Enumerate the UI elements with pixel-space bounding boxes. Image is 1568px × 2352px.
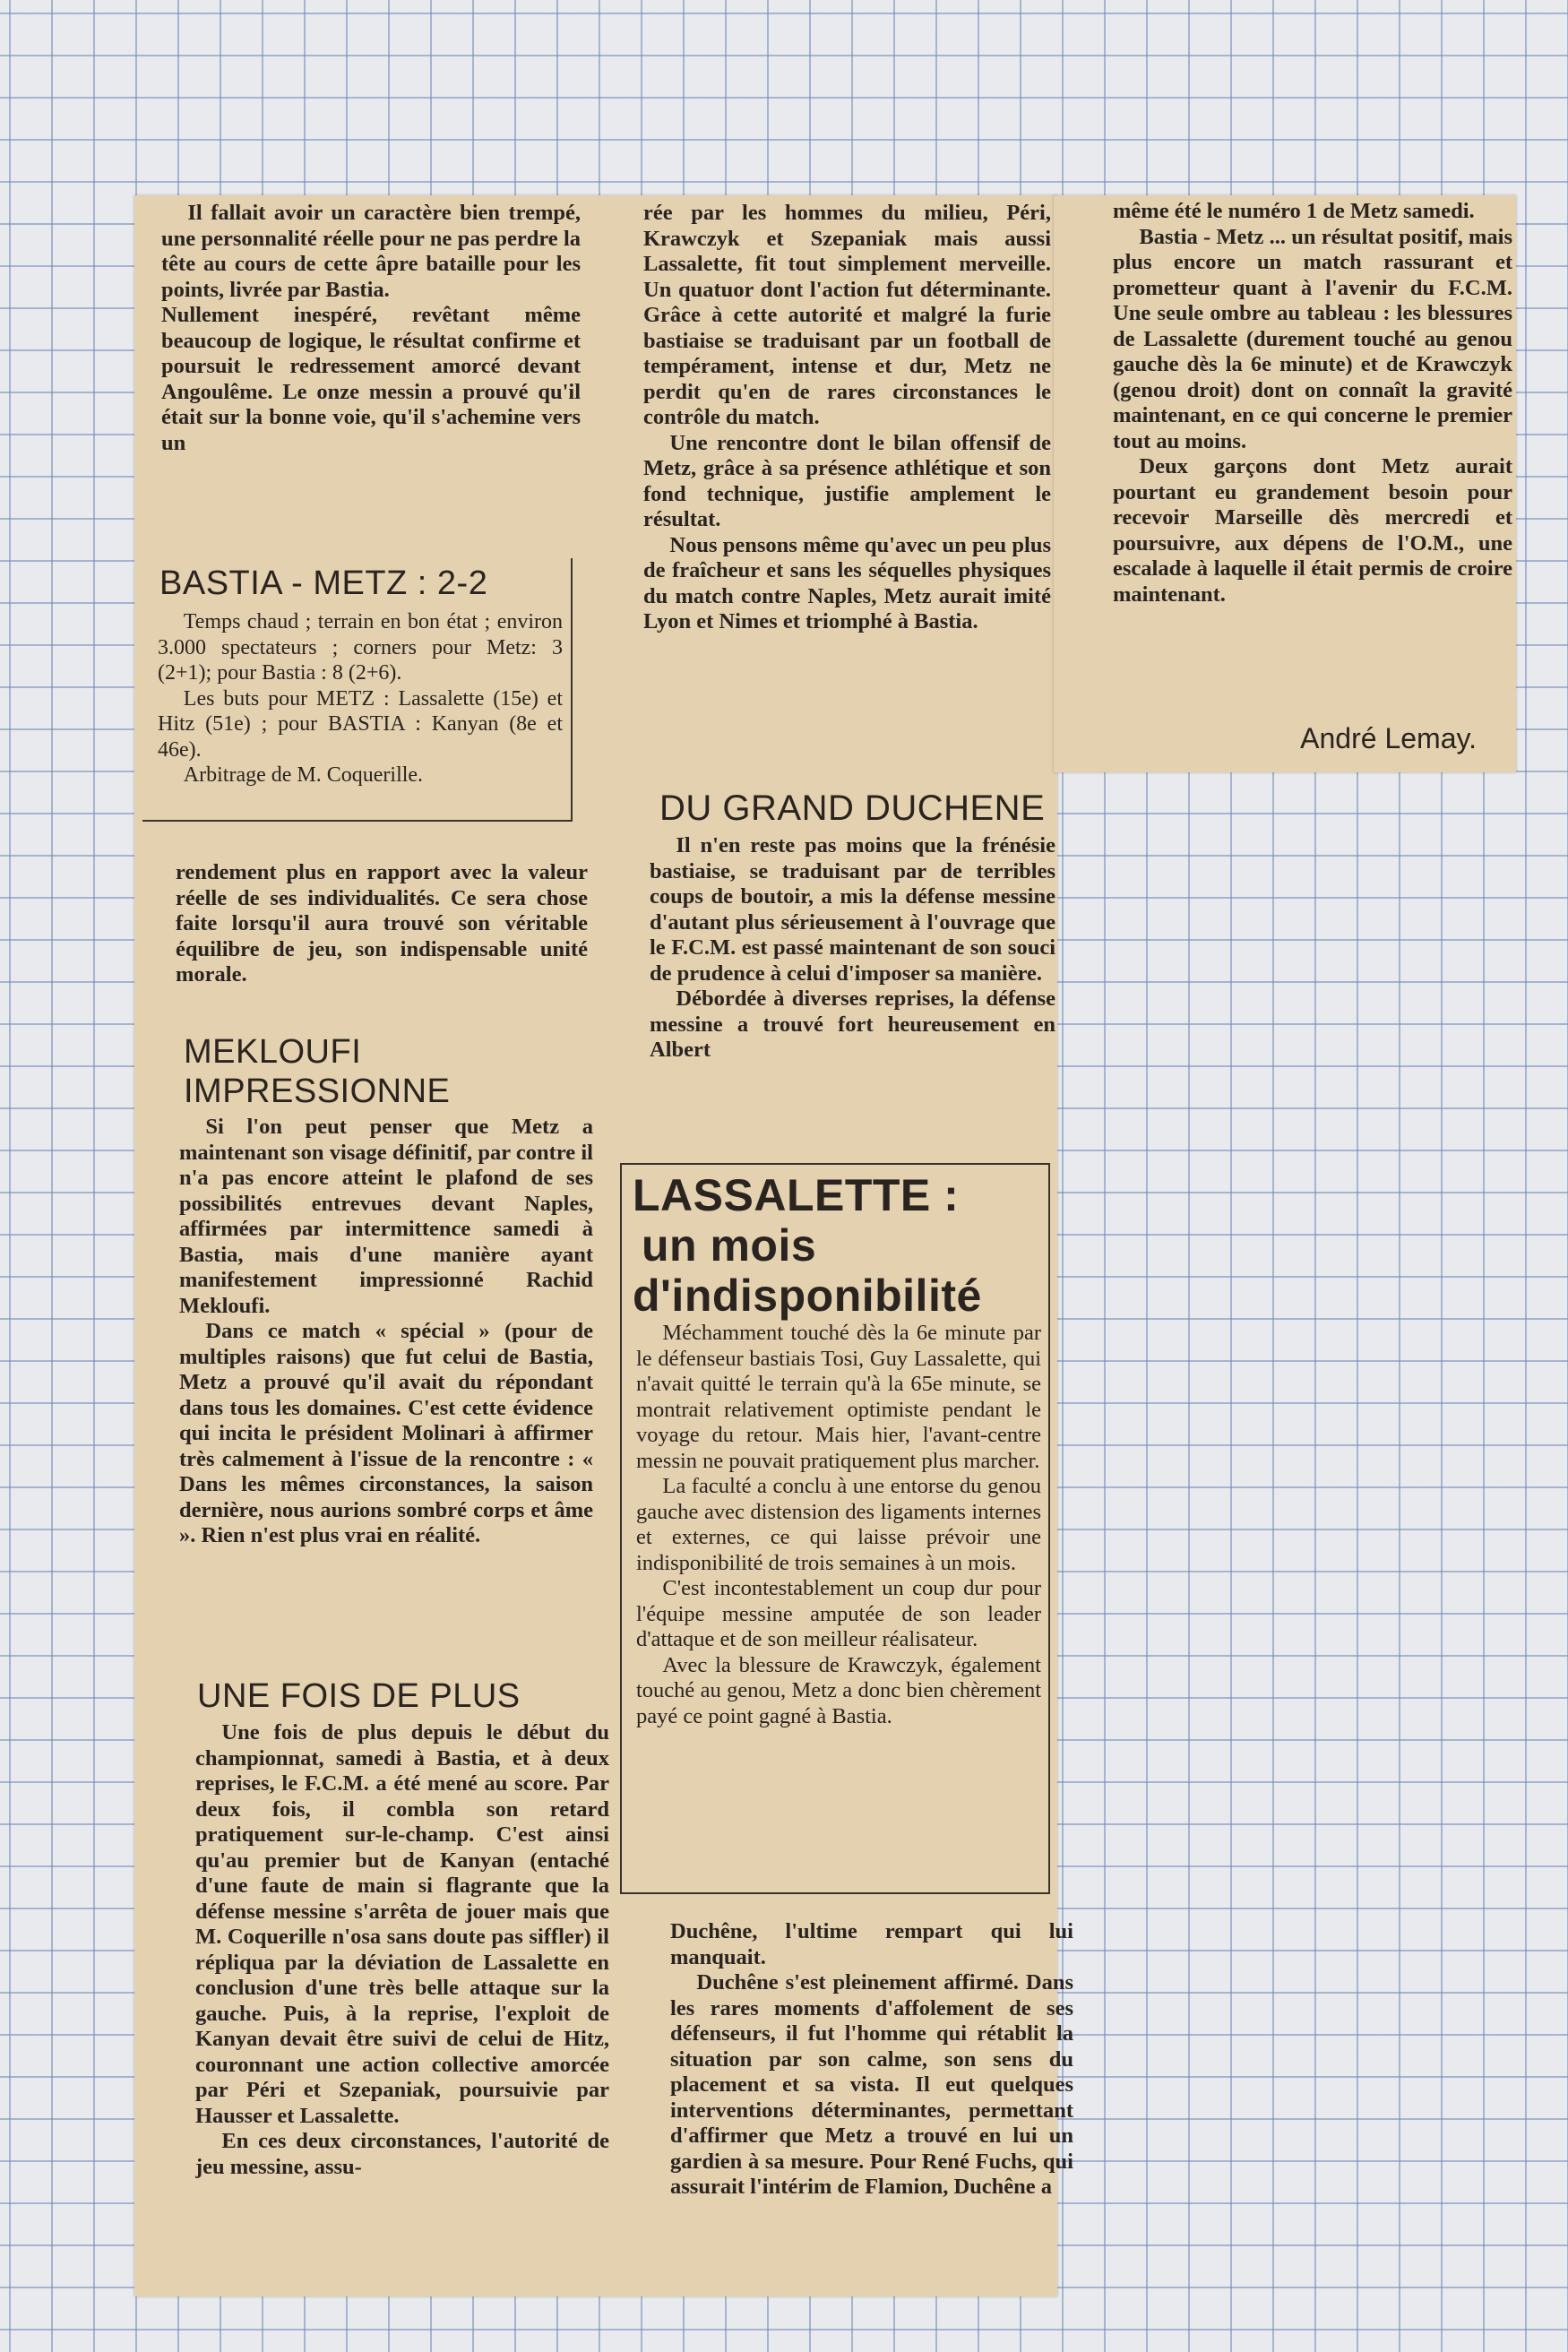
paragraph: Deux garçons dont Metz aurait pourtant eu grandement besoin pour recevoir Marseille dès mercredi et poursuivre, aux dépens de l'O.M., une escalade à laquelle il était permis de croire maintenant.	[1113, 454, 1512, 607]
title-line: d'indisponibilité	[633, 1271, 982, 1321]
col1-mekloufi	[179, 1115, 593, 1663]
paragraph: Dans ce match « spécial » (pour de multiples raisons) que fut celui de Bastia, Metz a prouvé qu'il avait du répondant dans tous les domaines. C'est cette évidence qui incita le président Molinari à affirmer très calmement à l'issue de la rencontre : « Dans les mêmes circonstances, la saison dernière, nous aurions sombré corps et âme ». Rien n'est plus vrai en réalité.	[179, 1319, 593, 1547]
paragraph: Si l'on peut penser que Metz a maintenant son visage définitif, par contre il n'a pas encore atteint le plafond de ses possibilités entrevues devant Naples, affirmées par intermittence samedi à Bastia, mais d'une manière ayant manifestement impressionné Rachid Mekloufi.	[179, 1115, 593, 1318]
score-line: Temps chaud ; terrain en bon état ; environ 3.000 spectateurs ; corners pour Metz: 3 (2+1); pour Bastia : 8 (2+6).	[158, 610, 563, 685]
paragraph: Une rencontre dont le bilan offensif de Metz, grâce à sa présence athlétique et son fond technique, justifie amplement le résultat.	[643, 430, 1051, 531]
paragraph: Nous pensons même qu'avec un peu plus de fraîcheur et sans les séquelles physiques du match contre Naples, Metz aurait imité Lyon et Nimes et triomphé à Bastia.	[643, 532, 1051, 633]
lassalette-title	[633, 1170, 982, 1321]
col3-body	[1113, 199, 1512, 719]
paragraph: Il n'en reste pas moins que la frénésie bastiaise, se traduisant par de terribles coups de boutoir, a mis la défense messine d'autant plus sérieusement à l'ouvrage que le F.C.M. est passé maintenant de son souci de prudence à celui d'imposer sa manière.	[650, 833, 1055, 986]
duchene-heading: DU GRAND DUCHENE	[659, 788, 1046, 828]
paragraph: La faculté a conclu à une entorse du genou gauche avec distension des ligaments internes et externes, ce qui laisse prévoir une indisponibilité de trois semaines à un mois.	[636, 1474, 1041, 1575]
score-line: Les buts pour METZ : Lassalette (15e) et Hitz (51e) ; pour BASTIA : Kanyan (8e et 46e).	[158, 686, 563, 762]
paragraph: C'est incontestablement un coup dur pour l'équipe messine amputée de son leader d'attaque et de son meilleur réalisateur.	[636, 1576, 1041, 1651]
paragraph: Méchamment touché dès la 6e minute par le défenseur bastiais Tosi, Guy Lassalette, qui n'avait quitté le terrain qu'à la 65e minute, se montrait relativement optimiste pendant le voyage du retour. Mais hier, l'avant-centre messin ne pouvait pratiquement plus marcher.	[636, 1321, 1041, 1473]
paragraph: En ces deux circonstances, l'autorité de jeu messine, assu-	[195, 2129, 609, 2179]
title-line: un mois	[642, 1220, 817, 1271]
paragraph: rée par les hommes du milieu, Péri, Krawczyk et Szepaniak mais aussi Lassalette, fit tout simplement merveille. Un quatuor dont l'action fut déterminante. Grâce à cette autorité et malgré la furie bastiaise se traduisant par un football de tempérament, intense et dur, Metz ne perdit qu'en de rares circonstances le contrôle du match.	[643, 201, 1051, 429]
mekloufi-heading	[184, 1032, 450, 1111]
col2-end	[670, 1919, 1073, 2278]
col1-une-fois	[195, 1720, 609, 2294]
paragraph: Duchêne s'est pleinement affirmé. Dans les rares moments d'affolement de ses défenseurs, il fut l'homme qui rétablit la situation par son calme, son sens du placement et sa vista. Il eut quelques interventions déterminantes, permettant d'affirmer que Metz a trouvé en lui un gardien à sa mesure. Pour René Fuchs, qui assurait l'intérim de Flamion, Duchêne a	[670, 1970, 1073, 2199]
col2-duchene	[650, 833, 1055, 1129]
paragraph: rendement plus en rapport avec la valeur réelle de ses individualités. Ce sera chose faite lorsqu'il aura trouvé son véritable équilibre de jeu, son indispensable unité morale.	[176, 860, 588, 986]
col1-continued	[176, 860, 588, 1009]
heading-line: IMPRESSIONNE	[184, 1073, 451, 1110]
paragraph: Il fallait avoir un caractère bien trempé, une personnalité réelle pour ne pas perdre la tête au cours de cette âpre bataille pour les points, livrée par Bastia.	[161, 201, 581, 302]
paragraph: Débordée à diverses reprises, la défense messine a trouvé fort heureusement en Albert	[650, 986, 1055, 1062]
paragraph: Bastia - Metz ... un résultat positif, mais plus encore un match rassurant et prometteur quant à l'avenir du F.C.M. Une seule ombre au tableau : les blessures de Lassalette (durement touché au genou gauche dès la 6e minute) et de Krawczyk (genou droit) dont on connaît la gravité maintenant, en ce qui concerne le premier tout au moins.	[1113, 224, 1512, 453]
col1-intro	[161, 201, 581, 529]
score-title: BASTIA - METZ : 2-2	[159, 564, 488, 602]
title-line: LASSALETTE :	[633, 1170, 960, 1220]
paragraph: Duchêne, l'ultime rempart qui lui manquait.	[670, 1919, 1073, 1969]
author-signature: André Lemay.	[1300, 722, 1477, 754]
paragraph: même été le numéro 1 de Metz samedi.	[1113, 199, 1475, 223]
paragraph: Avec la blessure de Krawczyk, également touché au genou, Metz a donc bien chèrement payé ce point gagné à Bastia.	[636, 1652, 1041, 1728]
col2-intro	[643, 201, 1051, 774]
score-details	[158, 609, 563, 817]
score-line: Arbitrage de M. Coquerille.	[183, 763, 424, 787]
heading-line: MEKLOUFI	[184, 1033, 362, 1071]
paragraph: Nullement inespéré, revêtant même beaucoup de logique, le résultat confirme et poursuit le redressement amorcé devant Angoulême. Le onze messin a prouvé qu'il était sur la bonne voie, qu'il s'achemine vers un	[161, 303, 581, 455]
une-fois-heading: UNE FOIS DE PLUS	[197, 1677, 521, 1715]
lassalette-body	[636, 1321, 1041, 1885]
paragraph: Une fois de plus depuis le début du championnat, samedi à Bastia, et à deux reprises, le F.C.M. a été mené au score. Par deux fois, il combla son retard pratiquement sur-le-champ. C'est ainsi qu'au premier but de Kanyan (entaché d'une faute de main si flagrante que la défense messine s'arrêta de jouer mais que M. Coquerille n'osa sans doute pas siffler) il répliqua par la déviation de Lassalette en conclusion d'une très belle attaque sur la gauche. Puis, à la reprise, l'exploit de Kanyan devait être suivi de celui de Hitz, couronnant une action collective amorcée par Péri et Szepaniak, poursuivie par Hausser et Lassalette.	[195, 1720, 609, 2128]
